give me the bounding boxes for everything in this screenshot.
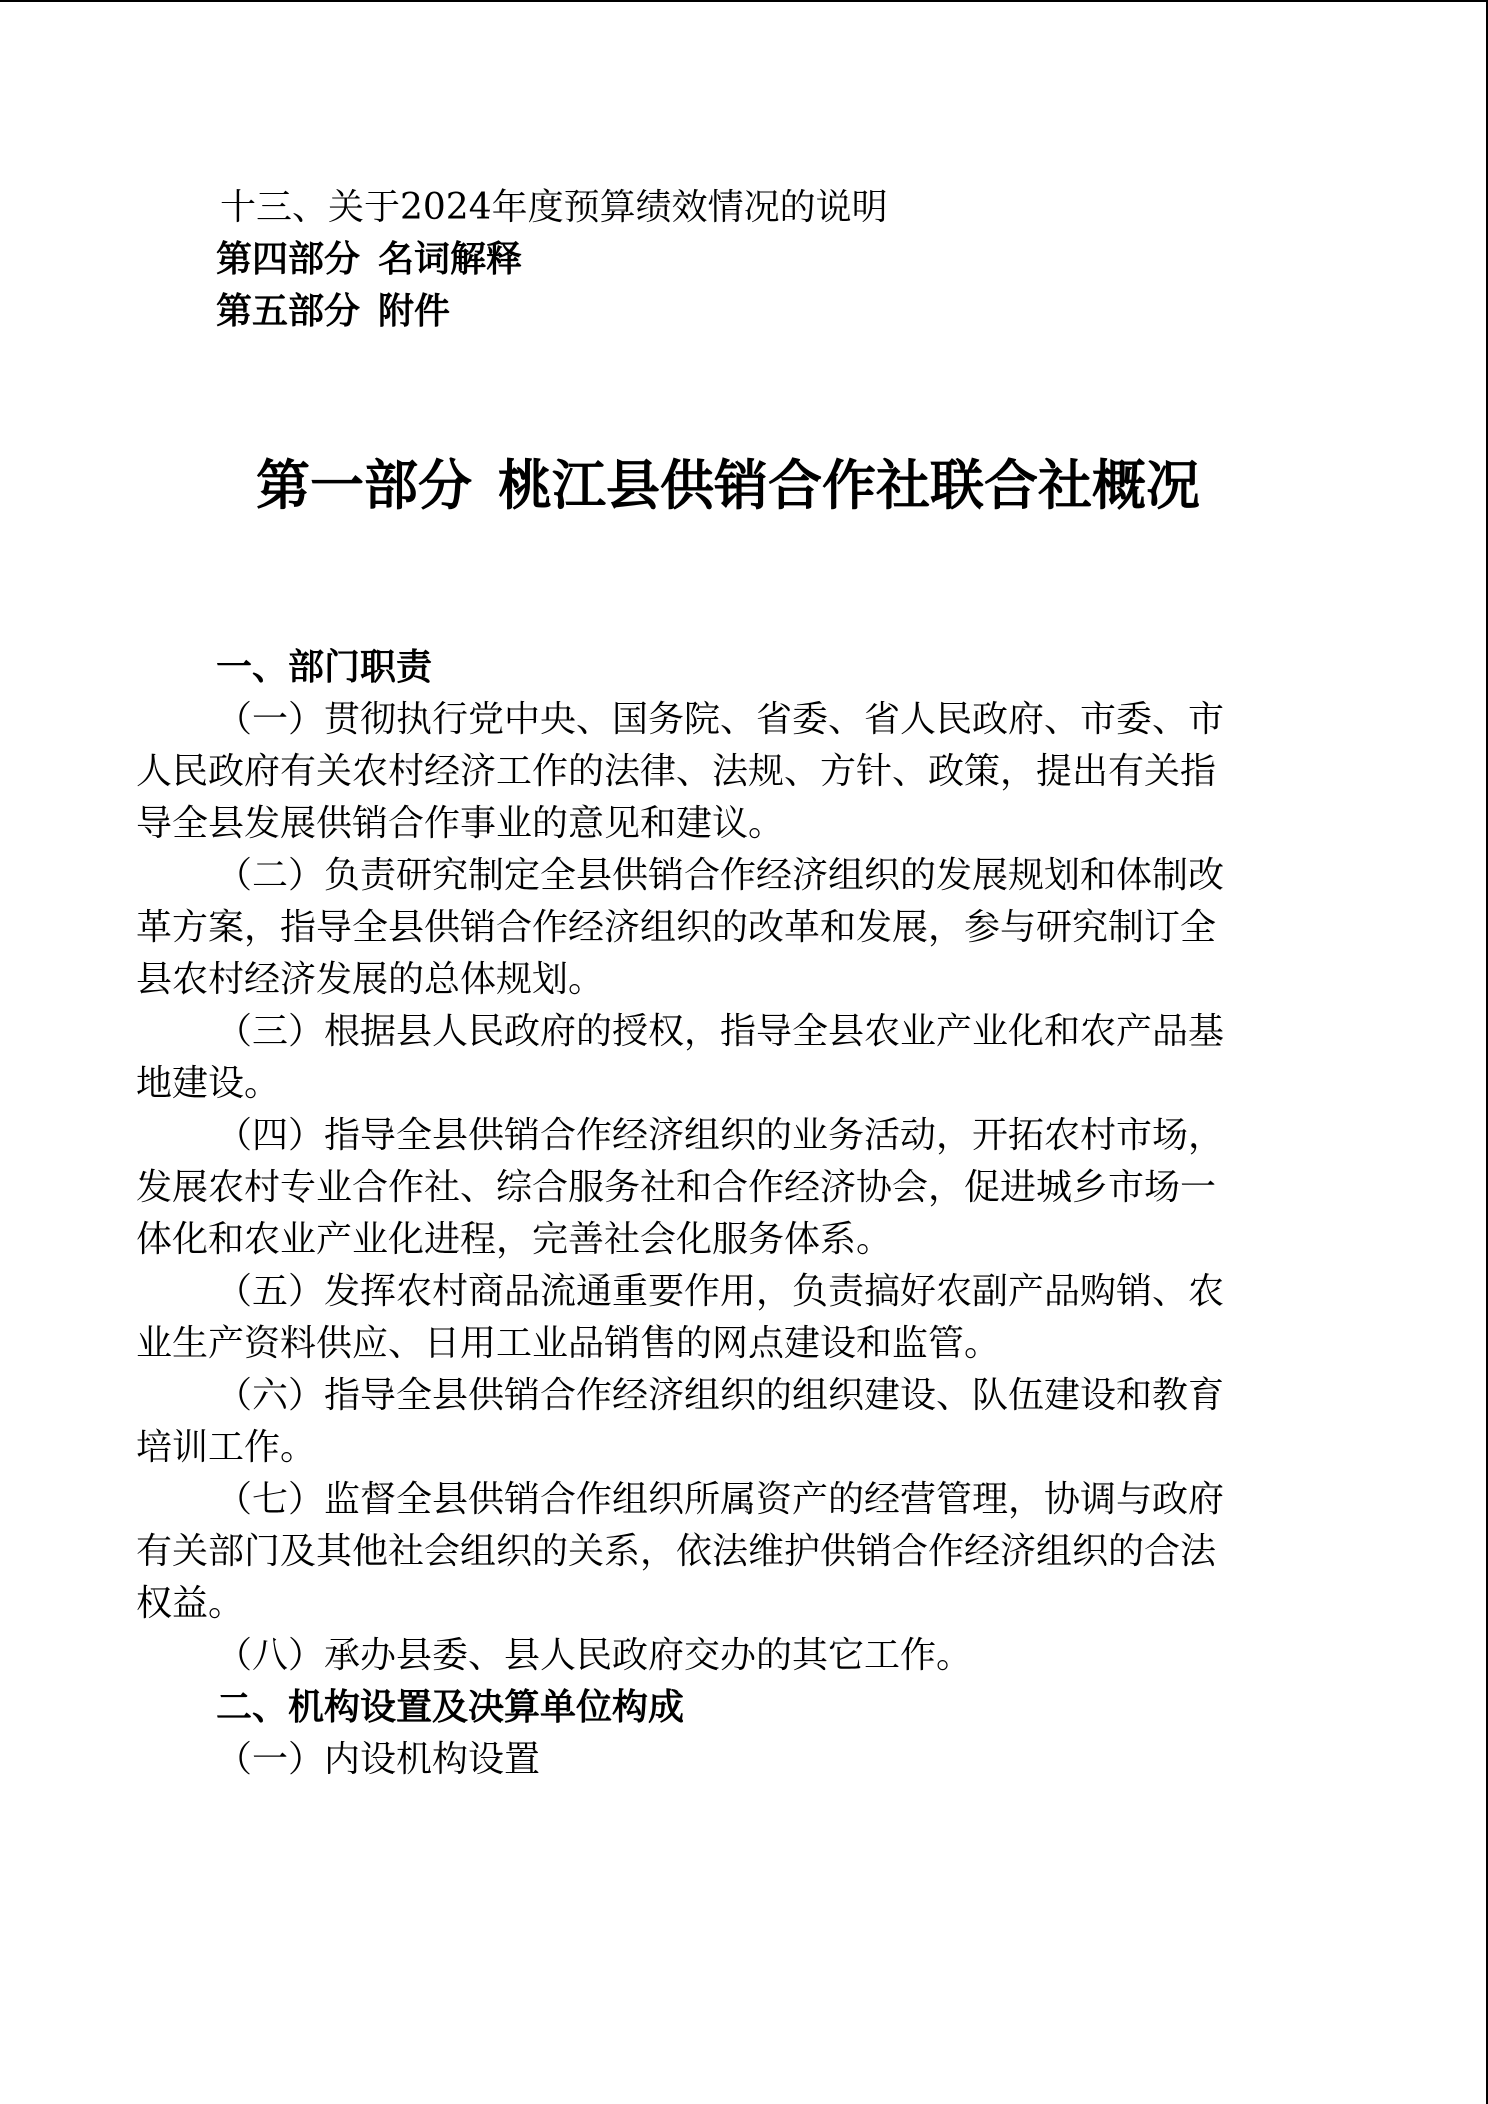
section-2-heading: 二、机构设置及决算单位构成 [216, 1687, 685, 1728]
paragraph-line: 县农村经济发展的总体规划。 [136, 959, 605, 1000]
paragraph-line: （八）承办县委、县人民政府交办的其它工作。 [216, 1635, 973, 1676]
section-1-heading: 一、部门职责 [216, 647, 433, 688]
paragraph-line: （六）指导全县供销合作经济组织的组织建设、队伍建设和教育 [216, 1375, 1225, 1416]
toc-item-13: 十三、关于2024年度预算绩效情况的说明 [220, 187, 888, 228]
paragraph-line: （三）根据县人民政府的授权，指导全县农业产业化和农产品基 [216, 1011, 1225, 1052]
page-title [256, 456, 1200, 516]
toc-part-5 [216, 292, 450, 332]
toc-part-4-name: 名词解释 [378, 239, 523, 280]
toc-part-4-label: 第四部分 [216, 239, 361, 280]
paragraph-line: 发展农村专业合作社、综合服务社和合作经济协会，促进城乡市场一 [136, 1167, 1217, 1208]
toc-part-4 [216, 240, 522, 280]
section-2-sub-heading: （一）内设机构设置 [216, 1739, 541, 1780]
paragraph-line: 业生产资料供应、日用工业品销售的网点建设和监管。 [136, 1323, 1001, 1364]
paragraph-line: （四）指导全县供销合作经济组织的业务活动，开拓农村市场， [216, 1115, 1225, 1156]
paragraph-line: 人民政府有关农村经济工作的法律、法规、方针、政策，提出有关指 [136, 751, 1217, 792]
paragraph-line: （二）负责研究制定全县供销合作经济组织的发展规划和体制改 [216, 855, 1225, 896]
toc-part-5-label: 第五部分 [216, 291, 361, 332]
paragraph-line: 体化和农业产业化进程，完善社会化服务体系。 [136, 1219, 893, 1260]
paragraph-line: 有关部门及其他社会组织的关系，依法维护供销合作经济组织的合法 [136, 1531, 1217, 1572]
toc-part-5-name: 附件 [378, 291, 451, 332]
paragraph-line: 培训工作。 [136, 1427, 317, 1468]
paragraph-line: （一）贯彻执行党中央、国务院、省委、省人民政府、市委、市 [216, 699, 1225, 740]
paragraph-line: 权益。 [136, 1583, 245, 1624]
page-title-part: 第一部分 [256, 454, 472, 517]
paragraph-line: （七）监督全县供销合作组织所属资产的经营管理，协调与政府 [216, 1479, 1225, 1520]
paragraph-line: 地建设。 [136, 1063, 281, 1104]
paragraph-line: 革方案，指导全县供销合作经济组织的改革和发展，参与研究制订全 [136, 907, 1217, 948]
paragraph-line: （五）发挥农村商品流通重要作用，负责搞好农副产品购销、农 [216, 1271, 1225, 1312]
paragraph-line: 导全县发展供销合作事业的意见和建议。 [136, 803, 785, 844]
page-title-name: 桃江县供销合作社联合社概况 [498, 454, 1200, 517]
